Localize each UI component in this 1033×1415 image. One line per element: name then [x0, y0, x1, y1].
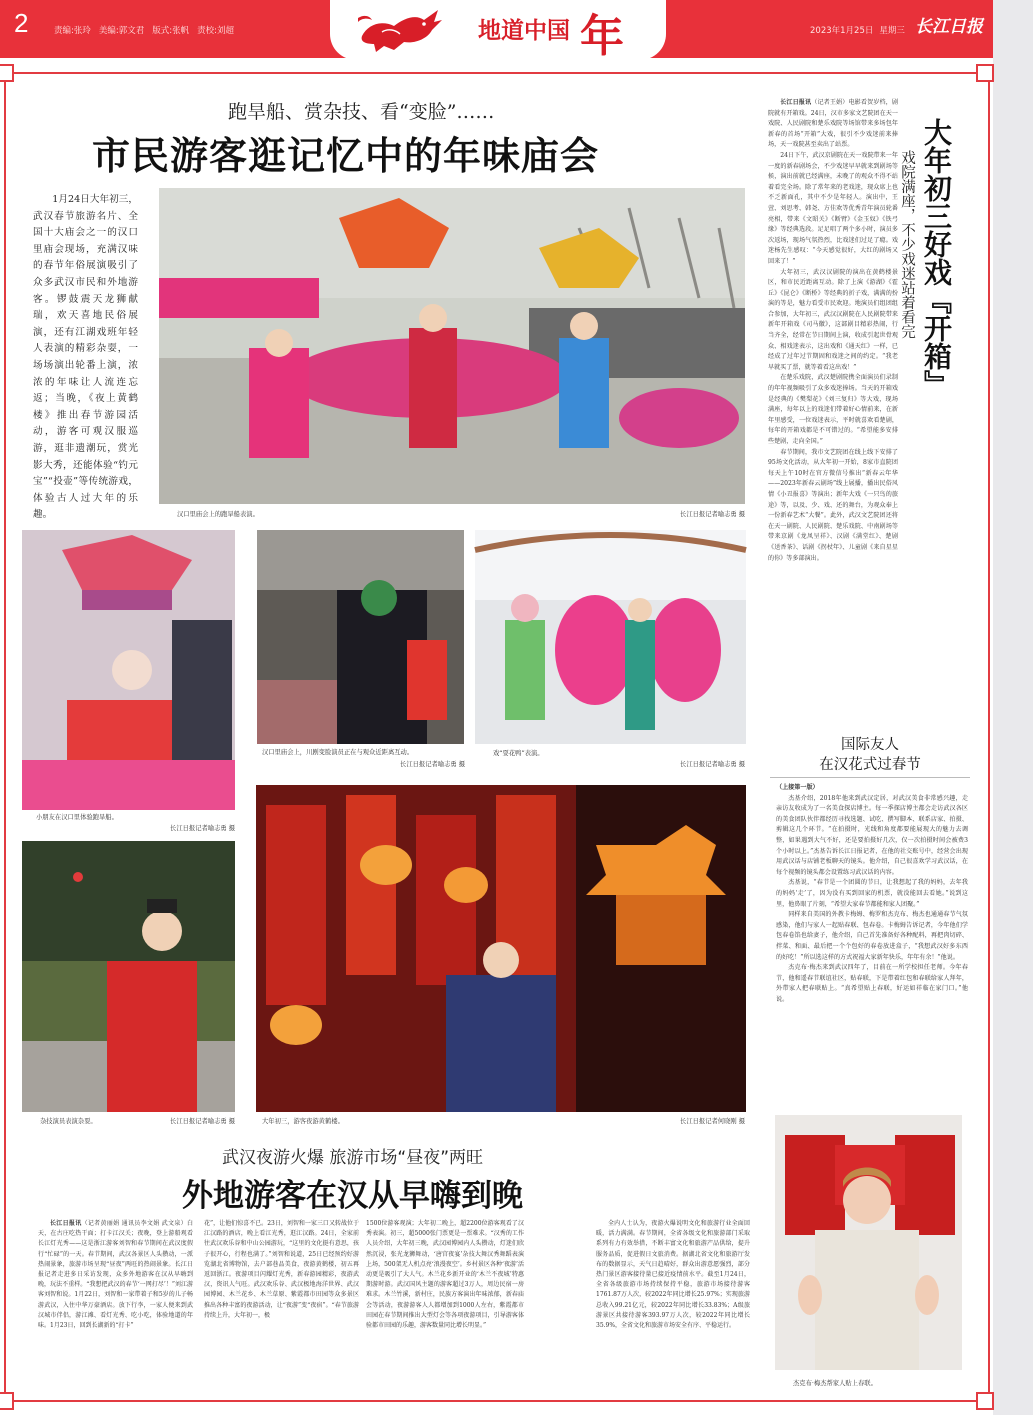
opera-paragraph-text: （记者王娟）电影看贺岁档，剧院就有开箱戏。24日，汉市多家文艺院团在天一戏院、人民剧院和楚乐戏院等场馆带来多场包年新春的首场“开箱”大戏，很引不少戏迷前来捧场，天一戏院甚至卖出了站票。 [768, 99, 899, 149]
editor-credit: 责校:刘超 [197, 26, 234, 36]
page-header [0, 0, 993, 62]
opera-paragraph: 24日下午，武汉京剧院在天一戏院带来一年一度的新春剧场会，不少戏迷早早就来到剧场等候，演出前就已经满座，未晚了的观众不得不站着看完全场。除了常年来的老戏迷，现众席上也不乏新面孔，其中不少是年轻人。演出中，王萱、刘思考、韩尧、方佳欢等优秀青年演员轮番亮相，带来《文昭关》《断臂》《金玉奴》《铁弓缘》等经典选段。足足唱了两个多小时，演员多次返场，现场气氛热烈，比戏迷们过足了瘾。戏迷杨先生感叹：“今天感觉很好，大红的剧场又回来了！” [768, 151, 898, 265]
photo-caption: 戏“耍花鸭”表演。 [493, 750, 544, 757]
photo-costume-performance [475, 530, 746, 744]
bottom-kicker: 武汉夜游火爆 旅游市场“昼夜”两旺 [222, 1148, 484, 1168]
photo-caption: 汉口里庙会上的跑旱船表演。 [177, 511, 259, 518]
bottom-paragraph: 花”，让他们惊喜不已。23日，刘智和一家三口又转战位于江汉路的酒店，晚上看江光秀，逛江汉路。24日，全家前往武汉欢乐谷和中山公园游玩，“这里的文化挺有意思，孩子很开心，行程也满了。”刘智和说道，25日已经预约好游览湖北省博物馆，去户部巷品美食，夜游黄鹤楼，初五再返回浙江。夜游项目闪耀灯光秀，新春游园精彩，夜游武汉，资讯人气旺。武汉欢乐谷、武汉极地海洋世界、武汉园博园、木兰花乡、木兰草原、紫霞都市田园等众多景区推出各种丰富的夜游活动，让“夜游”变“夜宿”。“春节旅游持续上升，大年初一，极 [204, 1220, 359, 1319]
byline: 长江日报讯 [780, 99, 812, 106]
intl-paragraph: 杰基介绍，2018年他来到武汉定居，对武汉美食非常感兴趣，走亲访友收成为了一名美食探店博主。每一季探店博主都会走访武汉各区的美食团队伙伴都经历寻找选题、试吃、撰写脚本、联系店家、拍摄、剪辑这几个环节。“在拍摄时，光线和角度都要能展现大的魅力去调整，如果遇到大气不好，还是要拍摄好几次，仅一次拍摄时间会被费3个小时以上。”杰基告诉长江日报记者，在他的社交账号中，经营会出现用武汉话与店铺老板聊天的镜头。他介绍，自己很喜欢学习武汉话，在每个视频的镜头都会设置练习武汉话的内容。 [776, 794, 968, 876]
intl-paragraph: 杰基说，“春节是一个团圆的节日，让我想起了我的妈妈，去年我的妈妈‘走’了，因为没有买到回家的机票，就没能回去看她。”说到这里，他鼻眼了片刻，“希望大家春节都能和家人团聚。” [776, 879, 968, 908]
bottom-column-4 [596, 1219, 750, 1389]
main-kicker: 跑旱船、赏杂技、看“变脸”…… [228, 101, 495, 123]
bottom-paragraph: 1500位游客观演；大年初二晚上，超2200位游客观看了汉秀表演。初三，超5000张门票更是一票难求。“汉秀的工作人员介绍，大年初三晚，武汉园博园内人头攒动，灯迷们欣然沉浸，张光龙狮舞动，‘唐宫夜宴’杂技大舞汉秀舞蹈表演上场，500架无人机点亮‘浪漫夜空’。乡村景区各种‘夜游’活动更是吸引了大人气。木兰花乡新开业的‘木兰不夜城’特惠期游时游。武汉国风主题的游客超过3万人，周边民宿一房难求。木兰竹溪，新村庄，民族方客演出年味浓郁，新春庙会等活动，夜游游客人人都增加到1000人左右，紫霞都市田园在春节期间推出大型灯会等各项夜游项目，引导游客体验都市田园的乐趣，游客数量同比增长明显。” [366, 1220, 524, 1330]
paper-logo: 长江日报 [915, 17, 983, 37]
editor-credits [54, 24, 234, 36]
opera-paragraph: 大年初三，武汉汉剧院的演出在黄鹤楼景区，和市民近距离互动。除了上演《游湖》《霍丘》《昆仑》《断桥》等经典的折子戏，满满的扮演的等是，魅力看受市民欢迎。地演员们组团组合参加，大年初三，武汉汉剧院在人民剧院带来新年开箱戏《司马徽》，这部剧目精彩热闹，行当齐全，经常在节日期间上演，收成引起世骨观众、相戏迷表示，这出戏和《通天红》一样，已经成了过年过节期固和戏迷之间的约定。“我老早就买了票，就等着看这出戏！” [768, 268, 898, 371]
issue-date [810, 24, 905, 36]
editor-credit: 版式:张帆 [152, 26, 190, 36]
photo-credit: 长江日报记者喻志勇 摄 [680, 761, 745, 768]
bottom-column-2 [204, 1219, 359, 1389]
lead-paragraph: 1月24日大年初三，武汉春节旅游名片、全国十大庙会之一的汉口里庙会现场，充满汉味的春节年俗展演吸引了众多武汉市民和外地游客。锣鼓震天龙狮献瑞，欢天喜地民俗展演，还有江湖戏班年轻人表演的精彩杂耍，一场场演出轮番上演，浓浓的年味让人流连忘返；当晚，《夜上黄鹤楼》推出春节游园活动，游客可观汉服巡游，逛非遗潮玩，赏光影大秀，还能体验“钓元宝”“投壶”等传统游戏，体验古人过大年的乐趣。 [33, 194, 138, 521]
section-banner [330, 0, 666, 60]
opera-subhead: 戏院满座，不少戏迷站着看完 [899, 150, 915, 339]
opera-paragraph [768, 98, 898, 151]
bottom-column-3 [366, 1219, 524, 1389]
bottom-headline: 外地游客在汉从早嗨到晚 [182, 1178, 523, 1214]
photo-credit: 长江日报记者喻志勇 摄 [680, 511, 745, 518]
intl-headline: 在汉花式过春节 [819, 757, 921, 773]
photo-credit: 长江日报记者喻志勇 摄 [170, 1118, 235, 1125]
photo-caption: 小朋友在汉口里体验跑旱船。 [36, 814, 118, 821]
divider [770, 777, 970, 778]
bottom-paragraph-text: （记者黄丽娟 通讯员李文娟 武文泉）白天，在古庄吃热干面；打卡江汉关；夜晚，登上游船观看长江灯光秀——这是浙江游客刘智和春节期间在武汉度假行“忙碌”的一天。春节期间，武汉各景区人头攒动，一派热闹景象，旅游市场呈现“昼夜”两旺的热闹景象。长江日报记者走进多日采访发现，众多外地游客在汉从早嗨到晚，玩法不重样。“我想把武汉的春节‘一网打尽’！”刘江游客刘智和说。1月22日，刘智和一家带着子和5岁的儿子畅游武汉，入住中华万豪酒店。放下行李，一家人便来到武汉城市伴侣，游江滩、看灯光秀、吃小吃，体验地道的年味。1月23日，回到长湖新的“打卡” [38, 1220, 193, 1330]
photo-credit: 长江日报记者喻志勇 摄 [170, 825, 235, 832]
page-margin [993, 0, 1033, 1415]
opera-paragraph: 在楚乐戏院，武汉楚剧院携全面演员们录制的年年视频吸引了众多戏迷捧场。当天的开箱戏是经典的《樊梨花》《刘三复归》等大戏，现场满座，每年以上的戏迷们带着好心情前来，在新年里感受，一位戏迷表示，平时就喜欢看楚剧，每年的开箱戏都是不可错过的。“希望能多安排些楚剧，走向全国。” [768, 374, 898, 445]
date-text: 2023年1月25日 [810, 26, 874, 36]
photo-credit: 长江日报记者何晓刚 摄 [680, 1118, 745, 1125]
opera-paragraph: 春节期间，我市文艺院团在线上线下安排了95场文化活动，从大年初一开始，8家市直院团每天上午10时在官方微信号推出“新春云年华——2023年新春云剧场”线上展播，播出民俗风情《小丑报喜》等演出；新年大戏《一只鸟的旅途》等，以及、少、戏、还的舞台，为观众奉上一份新春艺术“大餐”。此外，武汉文艺院团还将在天一剧院、人民剧院、楚乐戏院、中南剧场等带来京剧《龙凤呈祥》、汉剧《满堂红》、楚剧《送香茶》、话剧《拐杖年》、儿童剧《来自星星的你》等多部演出。 [768, 448, 898, 562]
photo-child-dragon-boat [22, 530, 235, 810]
bottom-column-1 [38, 1219, 193, 1389]
main-lead-text [33, 192, 138, 521]
photo-credit: 长江日报记者喻志勇 摄 [400, 761, 465, 768]
bottom-paragraph [38, 1219, 193, 1331]
photo-caption: 杂技演员表演杂耍。 [40, 1118, 97, 1125]
intl-paragraph: 同样来自美国的外教卡梅姆、梅罗和杰克布、梅杰也通通春节气氛感染，他们与家人一起贴春联、包春卷。卡梅姆告诉记者，今年他们学包春卷馅也给妻子，他介绍，自己首先准备好各种配料，再把肉切碎、拌菜、和面、最后把一个个包好的春卷放进盒子，“我想武汉好多东西的好吃！”所以选这样的方式祝福大家新年快乐，年年有余！”他说。 [776, 911, 968, 961]
intl-story-text [776, 783, 968, 1101]
photo-caption: 大年初三，游客夜游黄鹤楼。 [262, 1118, 344, 1125]
intl-kicker: 国际友人 [841, 737, 899, 753]
photo-acrobat-juggler [22, 841, 235, 1112]
bottom-paragraph: 全内人士认为，夜游火爆说明文化和旅游行业全面回暖，活力满满。春节期间，全省各级文化和旅游部门采取系列有力有效举措，不断丰富文化和旅游产品供给，提升服务品质，促进假日文旅消费。据湖北省文化和旅游厅发布的数据显示，天气日趋晴好，群众出游意愿强烈，部分热门景区游客接待量已接近疫情前水平。截至1月24日，全省各级旅游市场持续保持平稳，旅游市场接待游客1761.87万人次，较2022年同比增长25.97%；实现旅游总收入99.21亿元，较2022年同比增长33.83%；A级旅游景区共接待游客393.97万人次，较2022年同比增长35.9%，全省文化和旅游市场安全有序、平稳运行。 [596, 1220, 750, 1330]
photo-foreigner-spring-couplet [775, 1115, 962, 1370]
photo-face-changing-opera [257, 530, 464, 744]
photo-caption: 杰克布·梅杰帮家人贴上春联。 [793, 1380, 877, 1387]
photo-caption: 汉口里庙会上，川剧变脸演员正在与观众近距离互动。 [262, 749, 414, 756]
photo-yellow-crane-tower-night [256, 785, 746, 1112]
section-title-char: 年 [580, 11, 624, 62]
frame-corner [0, 64, 14, 82]
intl-paragraph: 杰克布·梅杰来到武汉四年了，目前在一所学校担任老师。今年春节，他和遥春节联谊社区，贴春联，下是带着红包和春联给家人拜年，外带家人把春联贴上。“真希望贴上春联，好运如祥临在家门口。”他说。 [776, 964, 968, 1003]
continued-note: （上接第一版） [776, 784, 819, 791]
rabbit-icon [354, 6, 446, 56]
opera-story-text [768, 98, 898, 708]
frame-corner [976, 64, 994, 82]
editor-credit: 责编:张玲 [54, 26, 91, 36]
byline: 长江日报讯 [50, 1220, 82, 1227]
main-headline: 市民游客逛记忆中的年味庙会 [92, 134, 600, 178]
editor-credit: 美编:郭文君 [98, 26, 145, 36]
weekday-text: 星期三 [879, 26, 905, 36]
opera-headline: 大年初三好戏『开箱』 [920, 118, 953, 398]
frame-corner [976, 1392, 994, 1410]
page-number: 2 [14, 8, 29, 38]
frame-corner [0, 1392, 14, 1410]
section-title: 地道中国 [478, 17, 570, 44]
photo-dragon-boat-performance [159, 188, 745, 504]
